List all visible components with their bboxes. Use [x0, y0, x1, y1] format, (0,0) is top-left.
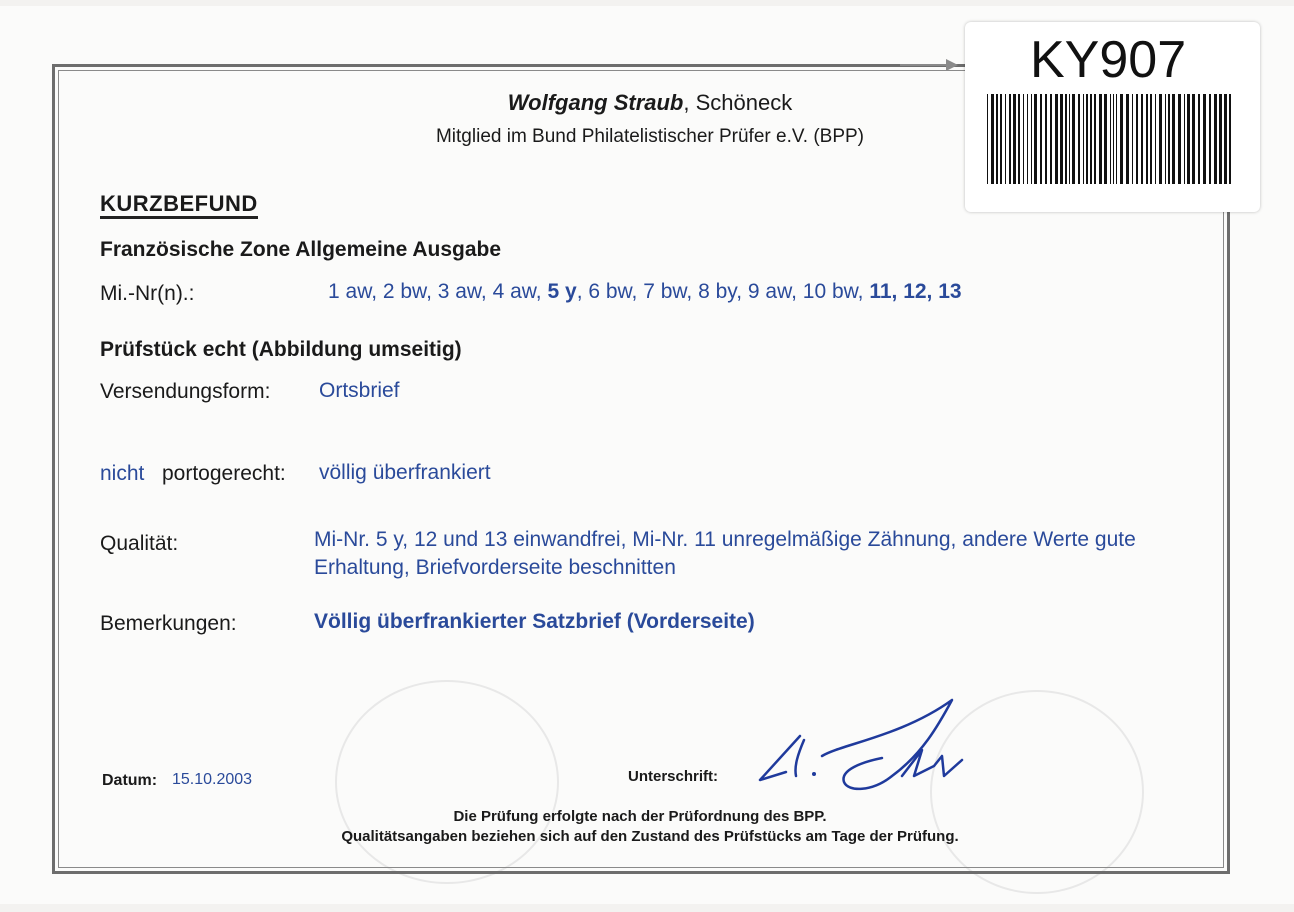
certificate-result: Prüfstück echt (Abbildung umseitig) — [100, 338, 462, 361]
date-label: Datum: — [102, 772, 158, 789]
quality-value: Mi-Nr. 5 y, 12 und 13 einwandfrei, Mi-Nr. 11 unregelmäßige Zähnung, andere Werte gute Erhaltung, Briefvorderseite beschnitten — [314, 528, 1136, 579]
shipping-value: Ortsbrief — [319, 379, 400, 402]
postage-value: völlig überfrankiert — [319, 461, 491, 484]
examiner-line — [380, 90, 920, 116]
mi-number-label: Mi.-Nr(n).: — [100, 282, 195, 305]
mi-values-part-2: , 6 bw, 7 bw, 8 by, 9 aw, 10 bw, — [576, 280, 870, 303]
mi-values-part-1: 1 aw, 2 bw, 3 aw, 4 aw, — [328, 280, 548, 303]
signature-label: Unterschrift: — [628, 768, 719, 785]
shipping-label: Versendungsform: — [100, 380, 271, 403]
document-title: KURZBEFUND — [100, 192, 258, 219]
footer-note-2: Qualitätsangaben beziehen sich auf den Zustand des Prüfstücks am Tage der Prüfung. — [341, 828, 959, 845]
date-value: 15.10.2003 — [172, 771, 253, 788]
label-code: KY907 — [1030, 31, 1187, 89]
mi-values-bold-2: 11, 12, 13 — [869, 280, 962, 303]
examiner-city: , Schöneck — [683, 90, 793, 115]
barcode-icon — [985, 94, 1235, 184]
remarks-label: Bemerkungen: — [100, 612, 237, 635]
issue-name: Französische Zone Allgemeine Ausgabe — [100, 238, 502, 261]
membership-line: Mitglied im Bund Philatelistischer Prüfer e.V. (BPP) — [435, 126, 865, 147]
footer-note-1: Die Prüfung erfolgte nach der Prüfordnung des BPP. — [453, 808, 827, 825]
postage-nicht: nicht — [100, 462, 145, 485]
examiner-name: Wolfgang Straub — [507, 90, 684, 115]
postage-label: portogerecht: — [162, 462, 286, 485]
remarks-value: Völlig überfrankierter Satzbrief (Vorderseite) — [314, 610, 755, 633]
frame-corner-arrow-icon — [900, 55, 960, 75]
quality-label: Qualität: — [100, 532, 179, 555]
mi-number-values — [328, 280, 962, 304]
signature-image — [752, 696, 982, 796]
mi-values-bold-1: 5 y — [547, 280, 577, 303]
